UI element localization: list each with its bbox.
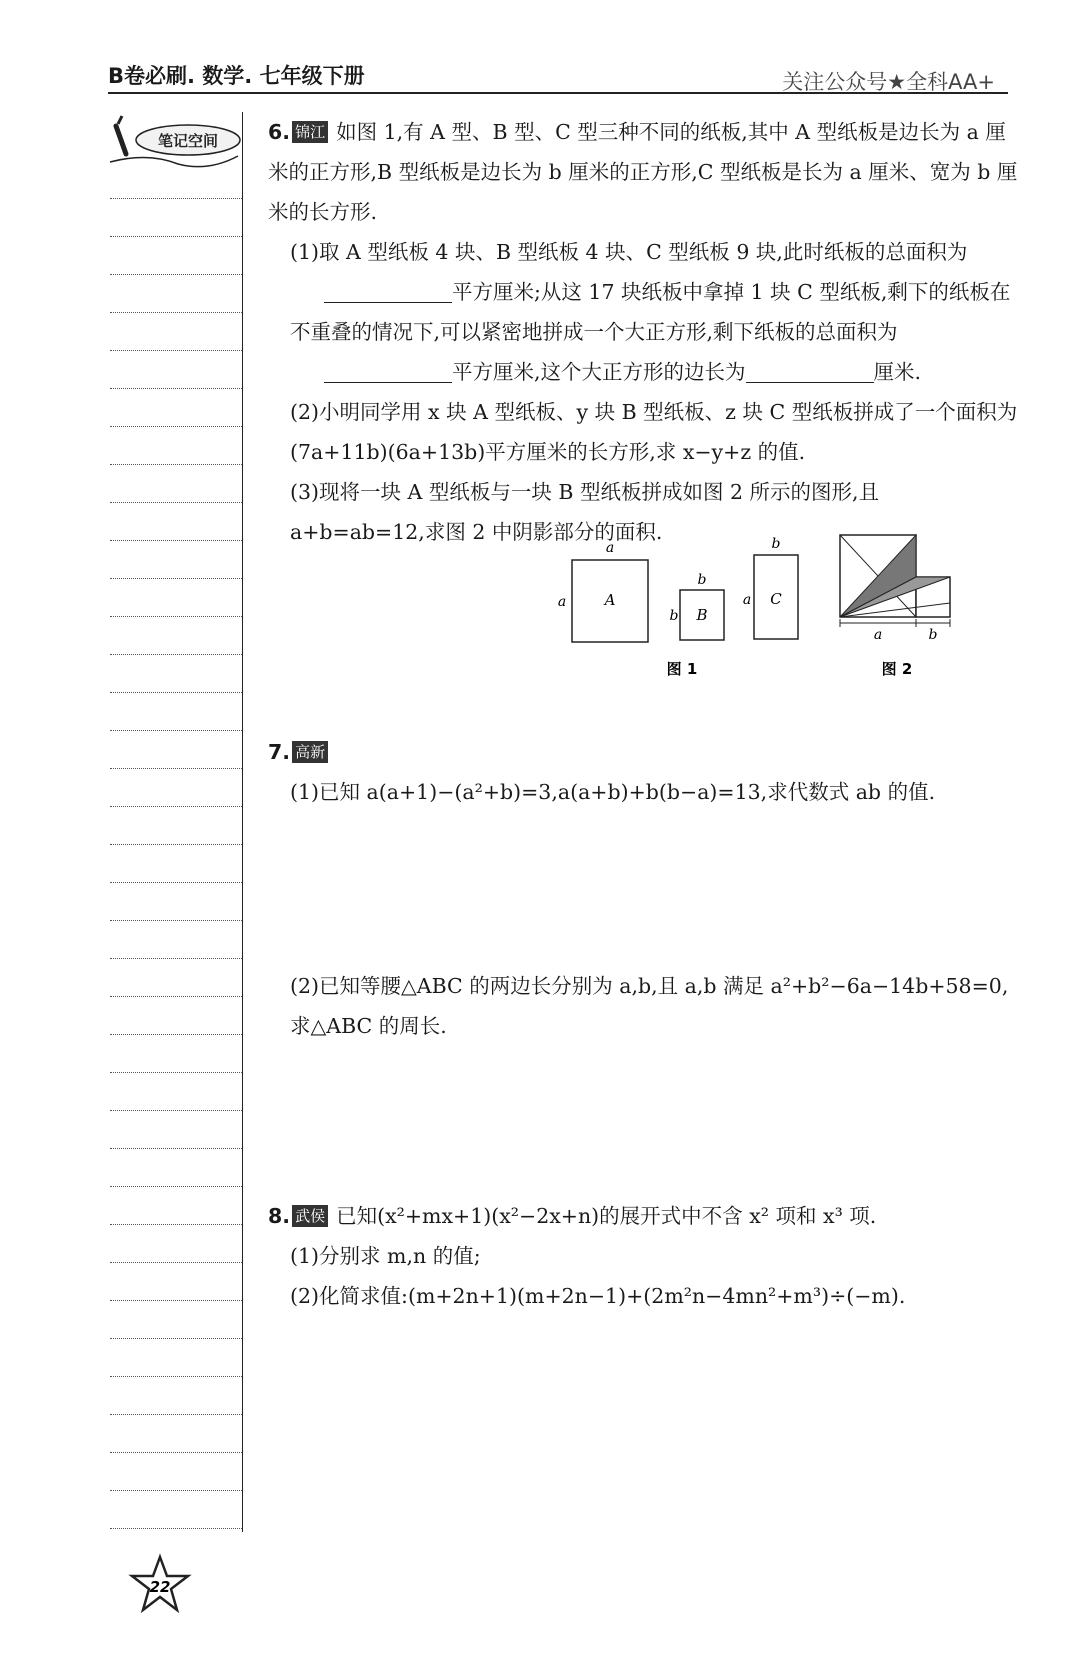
notes-border bbox=[242, 112, 243, 1532]
q8-tag: 武侯 bbox=[292, 1205, 328, 1227]
page-number: 22 bbox=[149, 1578, 171, 1596]
svg-text:b: b bbox=[928, 627, 938, 643]
q7-tag: 高新 bbox=[292, 741, 328, 763]
question-area bbox=[268, 112, 1018, 552]
svg-text:a: a bbox=[605, 540, 615, 556]
page-header bbox=[0, 0, 1080, 100]
q6-intro: 如图 1,有 A 型、B 型、C 型三种不同的纸板,其中 A 型纸板是边长为 a 厘米的正方形,B 型纸板是边长为 b 厘米的正方形,C 型纸板是长为 a 厘米、宽为 b 厘米的长方形. bbox=[268, 120, 1018, 224]
q6-blank-3[interactable] bbox=[746, 360, 874, 383]
q7-part2: (2)已知等腰△ABC 的两边长分别为 a,b,且 a,b 满足 a²+b²−6a−14b+58=0,求△ABC 的周长. bbox=[290, 974, 1009, 1038]
q6-tag: 锦江 bbox=[292, 121, 328, 143]
q8-part2: (2)化简求值:(m+2n+1)(m+2n−1)+(2m²n−4mn²+m³)÷(−m). bbox=[290, 1284, 906, 1308]
fig1-caption: 图 1 bbox=[666, 660, 698, 678]
q6-figures bbox=[557, 536, 1020, 720]
svg-text:b: b bbox=[771, 536, 781, 552]
page-number-star bbox=[130, 1555, 190, 1613]
header-rule bbox=[108, 92, 1008, 94]
svg-text:b: b bbox=[669, 608, 679, 624]
question-7-part2 bbox=[268, 966, 1018, 1046]
svg-text:b: b bbox=[697, 572, 707, 588]
label-B: B bbox=[696, 606, 708, 624]
q8-intro: 已知(x²+mx+1)(x²−2x+n)的展开式中不含 x² 项和 x³ 项. bbox=[336, 1204, 877, 1228]
svg-text:a: a bbox=[742, 592, 752, 608]
watermark-text: 关注公众号★全科AA+ bbox=[782, 70, 995, 94]
svg-text:a: a bbox=[557, 594, 567, 610]
q6-blank-1[interactable] bbox=[324, 280, 452, 303]
notes-title: 笔记空间 bbox=[157, 132, 219, 150]
label-C: C bbox=[770, 590, 782, 608]
fig2-caption: 图 2 bbox=[881, 660, 913, 678]
question-8 bbox=[268, 1196, 1018, 1316]
svg-text:a: a bbox=[873, 627, 883, 643]
question-7 bbox=[268, 732, 1018, 812]
q6-part3: (3)现将一块 A 型纸板与一块 B 型纸板拼成如图 2 所示的图形,且 a+b=ab=12,求图 2 中阴影部分的面积. bbox=[290, 480, 880, 544]
q7-number: 7. bbox=[268, 740, 291, 764]
q6-number: 6. bbox=[268, 120, 291, 144]
notes-lines bbox=[110, 198, 242, 1566]
notes-space-logo bbox=[108, 112, 248, 174]
q6-part1: (1)取 A 型纸板 4 块、B 型纸板 4 块、C 型纸板 9 块,此时纸板的总面积为 平方厘米;从这 17 块纸板中拿掉 1 块 C 型纸板,剩下的纸板在不重叠的情况下,可以紧密地拼成一个大正方形,剩下纸板的总面积为 平方厘米,这个大正方形的边长为 厘米. bbox=[290, 240, 1011, 384]
label-A: A bbox=[604, 591, 616, 609]
q8-part1: (1)分别求 m,n 的值; bbox=[290, 1244, 481, 1268]
figure-2 bbox=[840, 535, 950, 678]
q8-number: 8. bbox=[268, 1204, 291, 1228]
q6-blank-2[interactable] bbox=[324, 360, 452, 383]
book-title: B卷必刷. 数学. 七年级下册 bbox=[108, 64, 365, 88]
q6-part2: (2)小明同学用 x 块 A 型纸板、y 块 B 型纸板、z 块 C 型纸板拼成了一个面积为(7a+11b)(6a+13b)平方厘米的长方形,求 x−y+z 的值. bbox=[290, 400, 1018, 464]
question-6 bbox=[268, 112, 1018, 552]
q7-part1: (1)已知 a(a+1)−(a²+b)=3,a(a+b)+b(b−a)=13,求代数式 ab 的值. bbox=[290, 780, 936, 804]
figure-1 bbox=[558, 536, 798, 678]
